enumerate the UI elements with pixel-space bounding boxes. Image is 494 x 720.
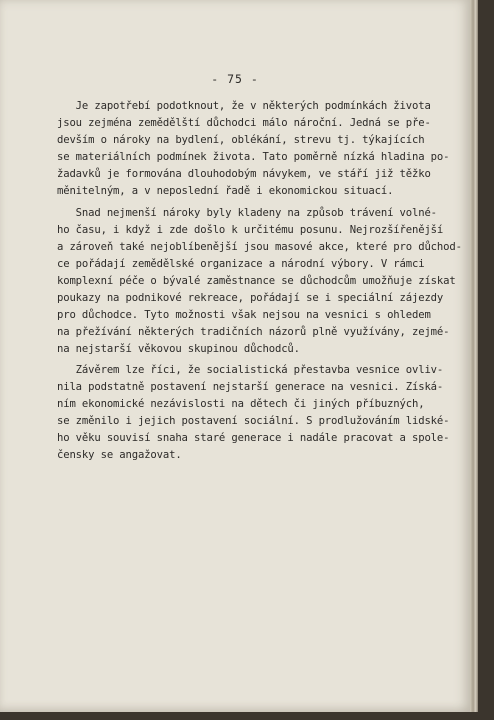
text-line: čensky se angažovat.	[57, 449, 182, 461]
text-line: ce pořádají zemědělské organizace a národní výbory. V rámci	[57, 258, 425, 270]
text-line: měnitelným, a v neposlední řadě i ekonomickou situací.	[57, 185, 394, 197]
text-line: žadavků je formována dlouhodobým návykem, ve stáří již těžko	[57, 168, 431, 180]
text-line: nila podstatně postavení nejstarší generace na vesnici. Získá-	[57, 381, 444, 393]
text-line: a zároveň také nejoblíbenější jsou masové akce, které pro důchod-	[57, 241, 462, 253]
text-line: Závěrem lze říci, že socialistická přestavba vesnice ovliv-	[57, 364, 444, 376]
text-line: poukazy na podnikové rekreace, pořádají se i speciální zájezdy	[57, 292, 444, 304]
page-edge	[470, 0, 478, 712]
text-line: ním ekonomické nezávislosti na dětech či jiných příbuzných,	[57, 398, 425, 410]
text-line: Je zapotřebí podotknout, že v některých podmínkách života	[57, 100, 431, 112]
text-line: na nejstarší věkovou skupinou důchodců.	[57, 343, 300, 355]
text-line: Snad nejmenší nároky byly kladeny na způsob trávení volné-	[57, 207, 437, 219]
text-line: pro důchodce. Tyto možnosti však nejsou na vesnici s ohledem	[57, 309, 431, 321]
text-line: na přežívání některých tradičních názorů plně využívány, zejmé-	[57, 326, 450, 338]
text-line: jsou zejména zemědělští důchodci málo nároční. Jedná se pře-	[57, 117, 431, 129]
text-line: ho věku souvisí snaha staré generace i nadále pracovat a spole-	[57, 432, 450, 444]
page-number: - 75 -	[211, 72, 259, 86]
text-line: komplexní péče o bývalé zaměstnance se důchodcům umožňuje získat	[57, 275, 456, 287]
text-line: devším o nároky na bydlení, oblékání, strevu tj. týkajících	[57, 134, 425, 146]
text-line: se materiálních podmínek života. Tato poměrně nízká hladina po-	[57, 151, 450, 163]
text-line: ho času, i když i zde došlo k určitému posunu. Nejrozšířenější	[57, 224, 444, 236]
text-line: se změnilo i jejich postavení sociální. S prodlužováním lidské-	[57, 415, 450, 427]
